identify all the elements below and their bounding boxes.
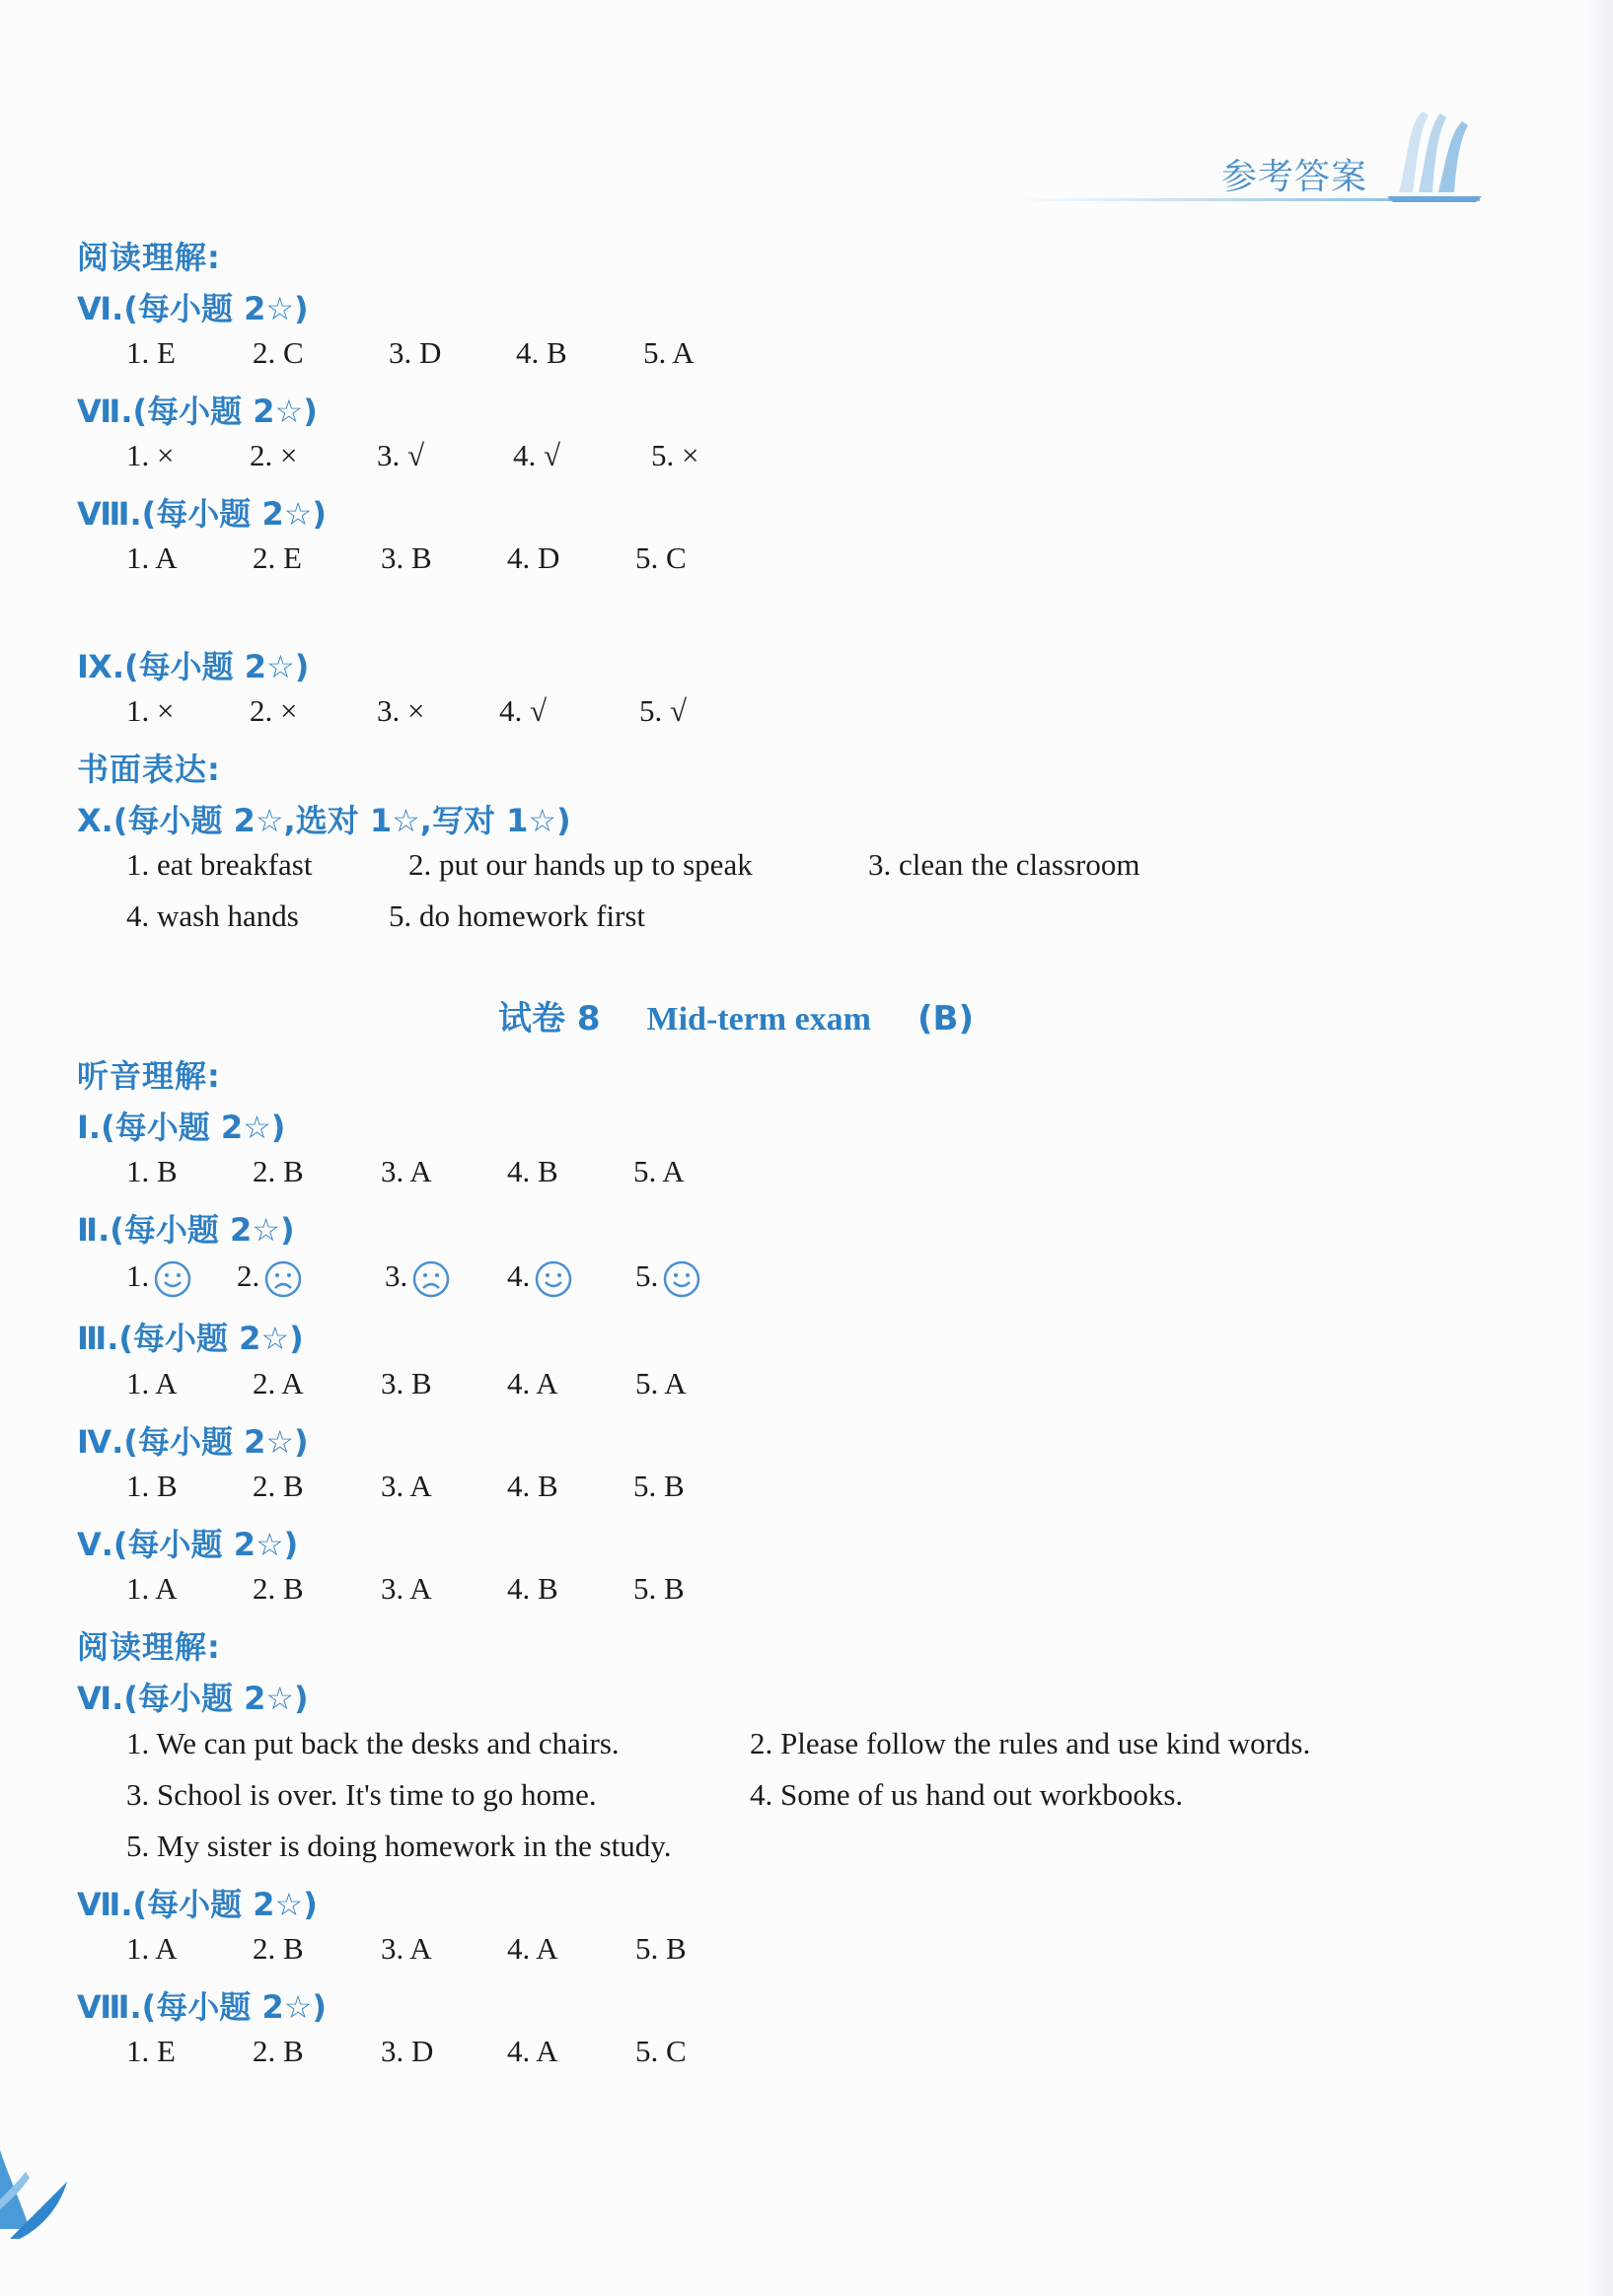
answer-item: 2. × (250, 438, 298, 472)
answer-item: 4. D (507, 540, 560, 575)
answer-num: 5. (635, 1258, 659, 1293)
q9-heading: Ⅸ.(每小题 2☆) (77, 648, 310, 685)
listening-heading: 听音理解: (77, 1057, 221, 1095)
answer-item: 2. × (250, 693, 298, 728)
answer-item: 4. A (507, 1931, 558, 1966)
answer-item: 2. B (253, 1469, 304, 1503)
answer-num: 2. (237, 1258, 260, 1293)
answer-item: 3. A (381, 1154, 432, 1188)
answer-item: 5. My sister is doing homework in the study. (126, 1829, 672, 1863)
q7-heading: Ⅶ.(每小题 2☆) (77, 393, 318, 430)
e8-q5-heading: Ⅴ.(每小题 2☆) (77, 1526, 299, 1563)
e8-q2-heading: Ⅱ.(每小题 2☆) (77, 1211, 295, 1249)
answer-item: 4. Some of us hand out workbooks. (750, 1777, 1184, 1812)
answer-item: 5. A (633, 1154, 685, 1188)
face-answer (126, 1258, 192, 1299)
answer-item: 2. B (253, 1931, 304, 1966)
answer-item: 5. B (633, 1469, 685, 1503)
answer-item: 3. × (377, 693, 425, 728)
answer-item: 5. A (635, 1366, 687, 1400)
answer-item: 5. C (635, 2034, 687, 2068)
header-title: 参考答案 (1221, 157, 1368, 197)
book-logo-icon (1379, 94, 1488, 204)
answer-item: 1. E (126, 335, 176, 370)
answer-item: 2. C (253, 335, 304, 370)
answer-item: 1. We can put back the desks and chairs. (126, 1726, 620, 1760)
answer-item: 1. E (126, 2034, 176, 2068)
frown-face-icon (263, 1259, 303, 1299)
answer-item: 1. A (126, 540, 178, 575)
answer-item: 2. B (253, 2034, 304, 2068)
answer-item: 5. do homework first (389, 898, 646, 933)
answer-item: 2. put our hands up to speak (408, 847, 753, 882)
e8-q4-heading: Ⅳ.(每小题 2☆) (77, 1423, 309, 1461)
answer-item: 1. × (126, 438, 175, 472)
e8-q6-heading: Ⅵ.(每小题 2☆) (77, 1680, 309, 1717)
answer-item: 4. B (507, 1469, 558, 1503)
face-answer (385, 1258, 451, 1299)
face-answer (635, 1258, 701, 1299)
answer-item: 3. B (381, 1366, 432, 1400)
corner-book-icon (0, 2120, 79, 2239)
face-answer (237, 1258, 303, 1299)
answer-item: 3. D (381, 2034, 434, 2068)
answer-item: 5. A (643, 335, 695, 370)
answer-item: 3. √ (377, 438, 425, 472)
face-answer (507, 1258, 573, 1299)
q8-heading: Ⅷ.(每小题 2☆) (77, 495, 328, 533)
page-edge-shadow (1583, 0, 1613, 2296)
exam8-title (498, 991, 974, 1040)
answer-item: 2. B (253, 1154, 304, 1188)
answer-item: 5. × (651, 438, 699, 472)
answer-item: 5. √ (639, 693, 688, 728)
answer-item: 1. A (126, 1571, 178, 1606)
exam8-title-suffix: (B) (917, 999, 975, 1039)
answer-num: 4. (507, 1258, 531, 1293)
exam8-title-cn: 试卷 8 (498, 999, 601, 1039)
answer-item: 5. B (633, 1571, 685, 1606)
answer-item: 2. E (253, 540, 302, 575)
answer-item: 5. B (635, 1931, 687, 1966)
answer-item: 2. Please follow the rules and use kind words. (750, 1726, 1311, 1760)
smile-face-icon (534, 1259, 573, 1299)
reading-heading: 阅读理解: (77, 239, 221, 276)
answer-item: 1. × (126, 693, 175, 728)
q6-heading: Ⅵ.(每小题 2☆) (77, 290, 309, 327)
answer-item: 3. A (381, 1469, 432, 1503)
answer-item: 4. A (507, 1366, 558, 1400)
answer-item: 2. A (253, 1366, 304, 1400)
smile-face-icon (153, 1259, 192, 1299)
answer-num: 3. (385, 1258, 408, 1293)
answer-item: 3. A (381, 1931, 432, 1966)
writing-heading: 书面表达: (77, 751, 221, 788)
answer-item: 4. B (507, 1571, 558, 1606)
answer-item: 4. √ (499, 693, 548, 728)
answer-item: 1. B (126, 1154, 178, 1188)
answer-item: 3. D (389, 335, 442, 370)
answer-item: 4. B (507, 1154, 558, 1188)
e8-q8-heading: Ⅷ.(每小题 2☆) (77, 1988, 328, 2026)
frown-face-icon (411, 1259, 451, 1299)
answer-item: 3. B (381, 540, 432, 575)
answer-item: 1. B (126, 1469, 178, 1503)
answer-item: 1. A (126, 1366, 178, 1400)
e8-q7-heading: Ⅶ.(每小题 2☆) (77, 1886, 318, 1923)
answer-item: 1. A (126, 1931, 178, 1966)
answer-item: 3. A (381, 1571, 432, 1606)
answer-num: 1. (126, 1258, 150, 1293)
e8-q1-heading: Ⅰ.(每小题 2☆) (77, 1109, 286, 1146)
smile-face-icon (662, 1259, 701, 1299)
answer-item: 2. B (253, 1571, 304, 1606)
e8-q3-heading: Ⅲ.(每小题 2☆) (77, 1320, 304, 1357)
answer-item: 5. C (635, 540, 687, 575)
q10-heading: Ⅹ.(每小题 2☆,选对 1☆,写对 1☆) (77, 802, 571, 839)
answer-item: 3. clean the classroom (868, 847, 1140, 882)
answer-item: 4. wash hands (126, 898, 299, 933)
exam8-title-en: Mid-term exam (646, 1001, 872, 1038)
answer-item: 1. eat breakfast (126, 847, 313, 882)
answer-item: 3. School is over. It's time to go home. (126, 1777, 597, 1812)
answer-item: 4. √ (513, 438, 561, 472)
page-header (1016, 94, 1490, 212)
answer-item: 4. A (507, 2034, 558, 2068)
e8-reading-heading: 阅读理解: (77, 1628, 221, 1666)
answer-item: 4. B (516, 335, 567, 370)
